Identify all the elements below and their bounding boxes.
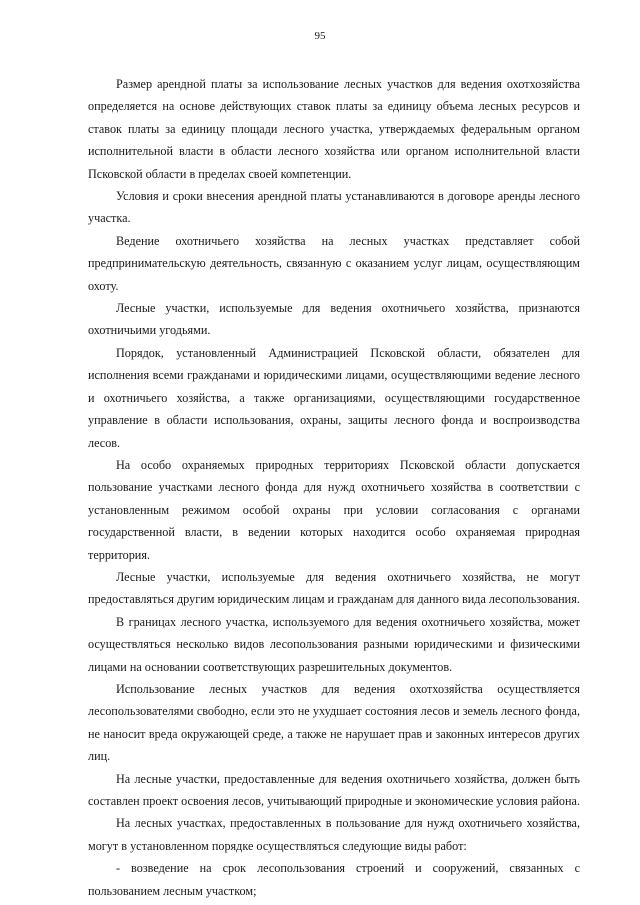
paragraph: Ведение охотничьего хозяйства на лесных участках представляет собой предпринимательскую деятельность, связанную с оказанием услуг лицам, осуществляющим охоту. (88, 233, 580, 293)
page-number: 95 (314, 30, 326, 42)
paragraph: Условия и сроки внесения арендной платы устанавливаются в договоре аренды лесного участка. (88, 189, 580, 226)
paragraph: Размер арендной платы за использование лесных участков для ведения охотхозяйства определяется на основе действующих ставок платы за единицу объема лесных ресурсов и ставок платы за единицу площади лесного участка, утверждаемых федеральным органом исполнительной власти в области лесного хозяйства или органом исполнительной власти Псковской области в пределах своей компетенции. (88, 77, 580, 181)
paragraph: Лесные участки, используемые для ведения охотничьего хозяйства, признаются охотничьими угодьями. (88, 301, 580, 338)
paragraph: На лесных участках, предоставленных в пользование для нужд охотничьего хозяйства, могут в установленном порядке осуществляться следующие виды работ: (88, 816, 580, 853)
paragraph: В границах лесного участка, используемого для ведения охотничьего хозяйства, может осуществляться несколько видов лесопользования разными юридическими и физическими лицами на основании соответствующих разрешительных документов. (88, 614, 580, 674)
paragraph: На лесные участки, предоставленные для ведения охотничьего хозяйства, должен быть составлен проект освоения лесов, учитывающий природные и экономические условия района. (88, 771, 580, 808)
paragraph: Лесные участки, используемые для ведения охотничьего хозяйства, не могут предоставляться другим юридическим лицам и гражданам для данного вида лесопользования. (88, 569, 580, 607)
paragraph: На особо охраняемых природных территориях Псковской области допускается пользование участками лесного фонда для нужд охотничьего хозяйства в соответствии с установленным режимом особой охраны при условии согласования с органами государственной власти, в ведении которых находится особо охраняемая природная территория. (88, 457, 580, 562)
paragraph: Порядок, установленный Администрацией Псковской области, обязателен для исполнения всеми гражданами и юридическими лицами, осуществляющими ведение лесного и охотничьего хозяйства, а также организациями, осуществляющими государственное управление в области использования, охраны, защиты лесного фонда и воспроизводства лесов. (88, 345, 580, 450)
list-item: - возведение на срок лесопользования строений и сооружений, связанных с пользованием лесным участком; (88, 861, 580, 898)
paragraph: Использование лесных участков для ведения охотхозяйства осуществляется лесопользователями свободно, если это не ухудшает состояния лесов и земель лесного фонда, не наносит вреда окружающей среде, а также не нарушает прав и законных интересов других лиц. (88, 681, 580, 764)
body-text (88, 73, 580, 902)
